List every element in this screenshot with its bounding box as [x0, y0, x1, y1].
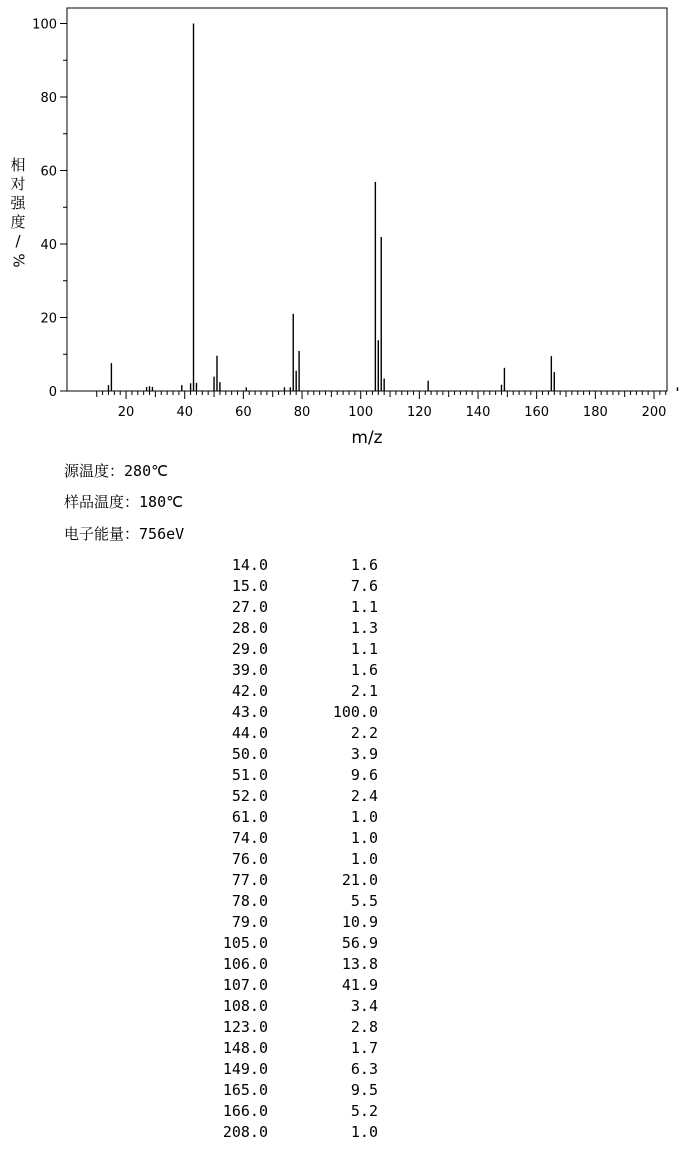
table-row [180, 849, 400, 869]
relative-intensity-value: 1.6 [350, 661, 378, 679]
table-row [180, 891, 400, 911]
table-row [180, 618, 400, 638]
table-row [180, 786, 400, 806]
table-row [180, 1017, 400, 1037]
mz-value: 44.0 [231, 724, 268, 742]
relative-intensity-value: 9.6 [350, 766, 378, 784]
mz-value: 14.0 [231, 556, 268, 574]
y-tick-label: 40 [40, 238, 57, 253]
x-tick-label: 180 [582, 405, 608, 420]
condition-value: 180℃ [139, 493, 183, 511]
table-row [180, 1059, 400, 1079]
mz-value: 52.0 [231, 787, 268, 805]
spectrum-bars [108, 24, 677, 392]
relative-intensity-value: 100.0 [332, 703, 378, 721]
table-row [180, 870, 400, 890]
table-row [180, 933, 400, 953]
mz-value: 106.0 [222, 955, 268, 973]
x-axis-label: m/z [351, 428, 383, 448]
relative-intensity-value: 1.1 [350, 640, 378, 658]
mz-value: 149.0 [222, 1060, 268, 1078]
table-row [180, 555, 400, 575]
y-axis-label-char: / [15, 232, 21, 250]
relative-intensity-value: 9.5 [350, 1081, 378, 1099]
table-row [180, 702, 400, 722]
mz-value: 74.0 [231, 829, 268, 847]
y-tick-label: 100 [32, 17, 57, 33]
mz-value: 76.0 [231, 850, 268, 868]
relative-intensity-value: 1.1 [350, 598, 378, 616]
condition-label: 源温度： [64, 462, 125, 480]
y-axis-label-char: 强 [10, 194, 26, 212]
relative-intensity-value: 13.8 [341, 955, 378, 973]
relative-intensity-value: 1.0 [350, 850, 378, 868]
x-tick-label: 140 [465, 405, 491, 420]
mz-value: 165.0 [222, 1081, 268, 1099]
relative-intensity-value: 56.9 [341, 934, 378, 952]
table-row [180, 639, 400, 659]
relative-intensity-value: 5.5 [350, 892, 378, 910]
y-axis-label-char: 对 [10, 175, 26, 193]
relative-intensity-value: 3.9 [350, 745, 378, 763]
mz-value: 166.0 [222, 1102, 268, 1120]
mz-value: 27.0 [231, 598, 268, 616]
mz-value: 61.0 [231, 808, 268, 826]
x-tick-label: 160 [524, 405, 550, 420]
relative-intensity-value: 1.0 [350, 829, 378, 847]
mz-value: 42.0 [231, 682, 268, 700]
relative-intensity-value: 1.3 [350, 619, 378, 637]
x-tick-label: 60 [235, 405, 252, 420]
y-tick-label: 60 [40, 164, 57, 180]
condition-line [64, 461, 168, 481]
mz-value: 39.0 [231, 661, 268, 679]
condition-label: 电子能量： [64, 525, 140, 543]
table-row [180, 744, 400, 764]
mz-value: 43.0 [231, 703, 268, 721]
mz-value: 78.0 [231, 892, 268, 910]
relative-intensity-value: 2.4 [350, 787, 378, 805]
table-row [180, 576, 400, 596]
mz-value: 79.0 [231, 913, 268, 931]
relative-intensity-value: 5.2 [350, 1102, 378, 1120]
mz-value: 28.0 [231, 619, 268, 637]
relative-intensity-value: 1.0 [350, 1123, 378, 1141]
y-tick-label: 20 [40, 311, 57, 327]
x-tick-label: 120 [406, 405, 432, 420]
relative-intensity-value: 1.0 [350, 808, 378, 826]
relative-intensity-value: 1.7 [350, 1039, 378, 1057]
mz-value: 148.0 [222, 1039, 268, 1057]
relative-intensity-value: 2.2 [350, 724, 378, 742]
table-row [180, 723, 400, 743]
mz-value: 123.0 [222, 1018, 268, 1036]
table-row [180, 765, 400, 785]
y-axis-label-char: % [9, 253, 28, 268]
x-tick-label: 20 [117, 405, 135, 420]
table-row [180, 660, 400, 680]
x-tick-label: 100 [348, 405, 374, 420]
condition-label: 样品温度： [64, 493, 140, 511]
table-row [180, 954, 400, 974]
mz-value: 105.0 [222, 934, 268, 952]
x-axis-ticks [97, 391, 667, 420]
y-tick-label: 0 [48, 385, 57, 400]
relative-intensity-value: 7.6 [350, 577, 378, 595]
x-tick-label: 200 [641, 405, 667, 420]
table-row [180, 828, 400, 848]
relative-intensity-value: 10.9 [341, 913, 378, 931]
table-row [180, 1038, 400, 1058]
mz-value: 77.0 [231, 871, 268, 889]
relative-intensity-value: 2.8 [350, 1018, 378, 1036]
condition-line [64, 492, 183, 512]
table-row [180, 975, 400, 995]
mz-value: 208.0 [222, 1123, 268, 1141]
plot-frame [67, 8, 667, 391]
relative-intensity-value: 3.4 [350, 997, 378, 1015]
relative-intensity-value: 41.9 [341, 976, 378, 994]
mz-value: 50.0 [231, 745, 268, 763]
relative-intensity-value: 6.3 [350, 1060, 378, 1078]
table-row [180, 1080, 400, 1100]
mass-spectrum-chart [0, 0, 680, 450]
mz-value: 108.0 [222, 997, 268, 1015]
condition-value: 280℃ [124, 462, 168, 480]
relative-intensity-value: 21.0 [341, 871, 378, 889]
condition-value: 756eV [139, 525, 185, 543]
y-tick-label: 80 [40, 91, 57, 106]
y-axis-label-char: 度 [10, 213, 26, 231]
table-row [180, 1101, 400, 1121]
table-row [180, 996, 400, 1016]
x-tick-label: 40 [176, 405, 193, 420]
table-row [180, 912, 400, 932]
mz-value: 15.0 [231, 577, 268, 595]
condition-line [64, 524, 184, 544]
mz-value: 29.0 [231, 640, 268, 658]
y-axis-label [8, 156, 28, 270]
y-axis-label-char: 相 [10, 156, 26, 174]
table-row [180, 597, 400, 617]
y-axis-ticks [32, 18, 67, 401]
relative-intensity-value: 2.1 [350, 682, 378, 700]
mz-value: 51.0 [231, 766, 268, 784]
mz-value: 107.0 [222, 976, 268, 994]
x-tick-label: 80 [293, 405, 311, 420]
table-row [180, 1122, 400, 1142]
relative-intensity-value: 1.6 [350, 556, 378, 574]
table-row [180, 807, 400, 827]
table-row [180, 681, 400, 701]
